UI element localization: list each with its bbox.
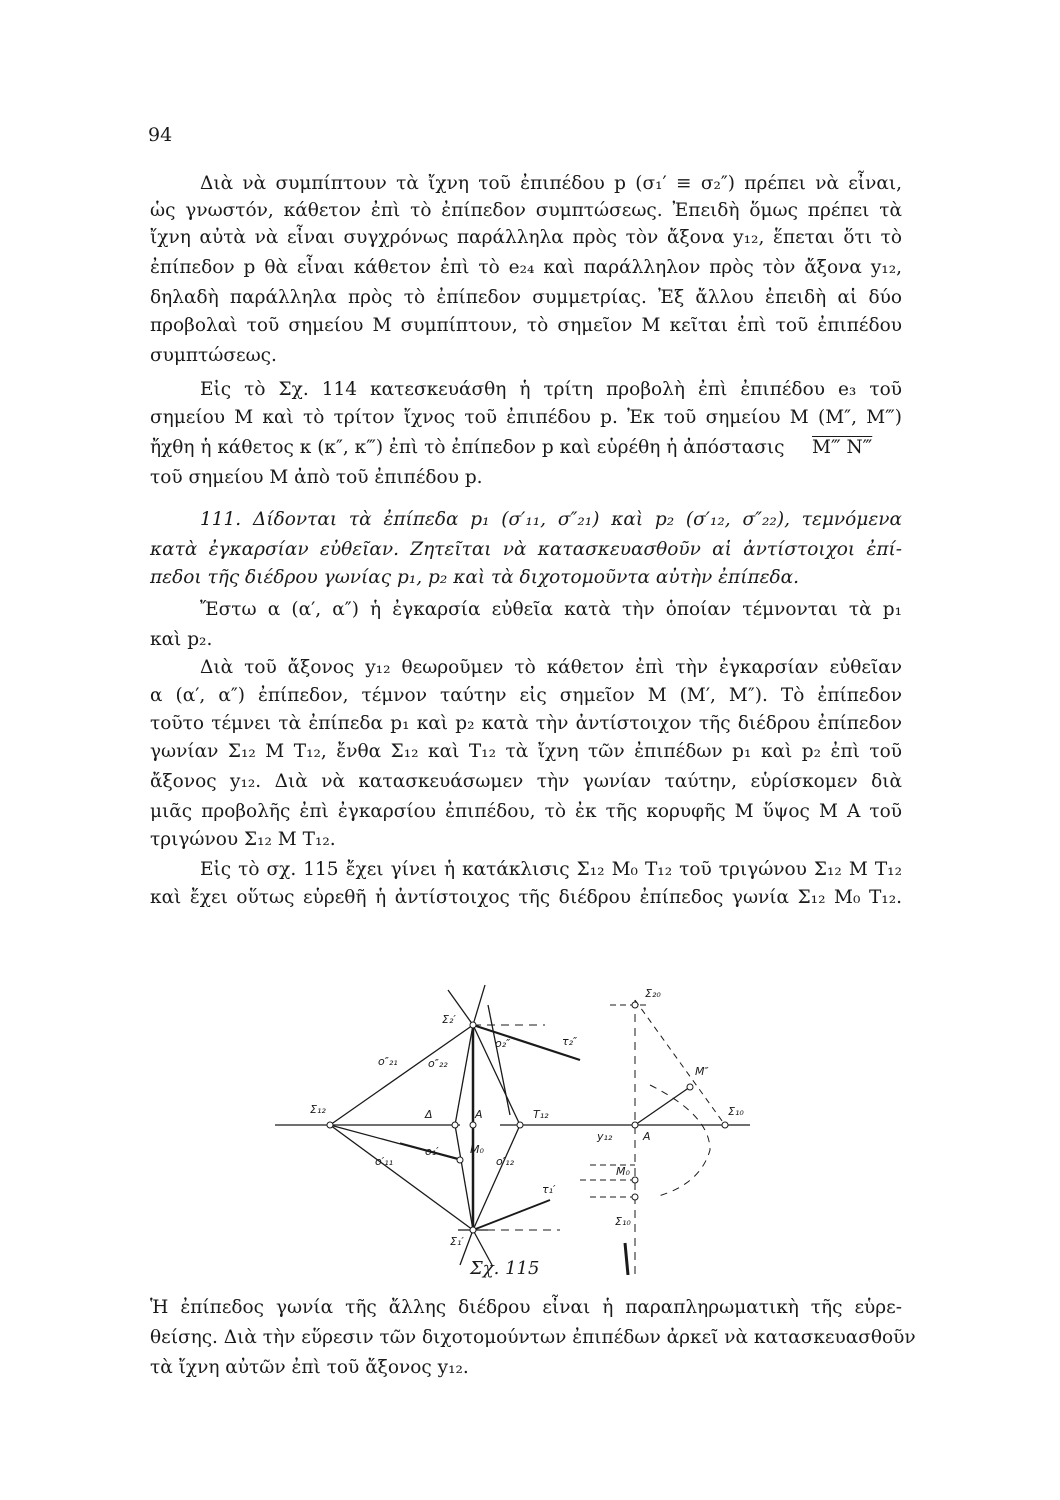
trace-line xyxy=(330,1125,473,1230)
problem-line: πεδοι τῆς διέδρου γωνίας p₁, p₂ καὶ τὰ διχοτομοῦντα αὐτὴν ἐπίπεδα. xyxy=(150,567,800,588)
text-line: Διὰ νὰ συμπίπτουν τὰ ἴχνη τοῦ ἐπιπέδου p (σ₁′ ≡ σ₂″) πρέπει νὰ εἶναι, xyxy=(200,173,902,194)
text-line: Ἔστω α (α′, α″) ἡ ἐγκαρσία εὐθεῖα κατὰ τὴν ὁποίαν τέμνονται τὰ p₁ xyxy=(200,599,902,620)
text-line: θείσης. Διὰ τὴν εὕρεσιν τῶν διχοτομούντων ἐπιπέδων ἀρκεῖ νὰ κατασκευασθοῦν xyxy=(150,1327,916,1348)
figure-caption: Σχ. 115 xyxy=(470,1258,540,1279)
fig-label: T₁₂ xyxy=(533,1108,549,1121)
point-marker xyxy=(517,1122,523,1128)
point-marker xyxy=(452,1122,458,1128)
fig-label: M″ xyxy=(695,1065,709,1078)
trace-line xyxy=(488,1005,510,1115)
text-line: μιᾶς προβολῆς ἐπὶ ἐγκαρσίου ἐπιπέδου, τὸ ἐκ τῆς κορυφῆς M ὕψος M A τοῦ xyxy=(150,801,902,822)
text-line: Ἡ ἐπίπεδος γωνία τῆς ἄλλης διέδρου εἶναι ἡ παραπληρωματικὴ τῆς εὑρε- xyxy=(150,1297,902,1318)
fig-label: Σ₂′ xyxy=(442,1013,456,1026)
fig-label: Σ₂₀ xyxy=(645,987,661,1000)
trace-line xyxy=(635,1087,690,1125)
dashed-line xyxy=(635,1000,725,1125)
fig-label: M₀ xyxy=(616,1165,630,1178)
point-marker xyxy=(457,1157,463,1163)
text-line: Διὰ τοῦ ἄξονος y₁₂ θεωροῦμεν τὸ κάθετον ἐπὶ τὴν ἐγκαρσίαν εὐθεῖαν xyxy=(200,657,902,678)
fig-label: τ₁′ xyxy=(542,1183,556,1196)
point-marker xyxy=(470,1122,476,1128)
fig-label: Σ₁₀ xyxy=(728,1105,744,1118)
text-line: Εἰς τὸ Σχ. 114 κατεσκευάσθη ἡ τρίτη προβολὴ ἐπὶ ἐπιπέδου e₃ τοῦ xyxy=(200,379,902,400)
figure-diagram xyxy=(270,975,770,1275)
trace-line xyxy=(455,1025,473,1125)
point-marker xyxy=(632,1122,638,1128)
text-line: ἐπίπεδον p θὰ εἶναι κάθετον ἐπὶ τὸ e₂₄ καὶ παράλληλον πρὸς τὸν ἄξονα y₁₂, xyxy=(150,257,902,278)
fig-label: y₁₂ xyxy=(597,1130,613,1143)
trace-line xyxy=(330,1125,460,1160)
text-line: γωνίαν Σ₁₂ M T₁₂, ἔνθα Σ₁₂ καὶ T₁₂ τὰ ἴχνη τῶν ἐπιπέδων p₁ καὶ p₂ ἐπὶ τοῦ xyxy=(150,741,902,762)
text-line: δηλαδὴ παράλληλα πρὸς τὸ ἐπίπεδον συμμετρίας. Ἐξ ἄλλου ἐπειδὴ αἱ δύο xyxy=(150,287,902,308)
page-number: 94 xyxy=(148,124,173,146)
fig-label: o₁′ xyxy=(425,1145,439,1158)
text-line: ὡς γνωστόν, κάθετον ἐπὶ τὸ ἐπίπεδον συμπτώσεως. Ἐπειδὴ ὅμως πρέπει τὰ xyxy=(150,200,902,221)
fig-label: M₀ xyxy=(470,1143,484,1156)
fig-label: Δ xyxy=(425,1108,433,1121)
problem-line: 111. Δίδονται τὰ ἐπίπεδα p₁ (σ′₁₁, σ″₂₁) καὶ p₂ (σ′₁₂, σ″₂₂), τεμνόμενα xyxy=(200,509,902,530)
fig-label: o₂″ xyxy=(495,1037,511,1050)
point-marker xyxy=(632,1177,638,1183)
point-marker xyxy=(470,1022,476,1028)
arrow-end xyxy=(625,1243,628,1275)
text-line: καὶ ἔχει οὕτως εὑρεθῆ ἡ ἀντίστοιχος τῆς διέδρου ἐπίπεδος γωνία Σ₁₂ M₀ T₁₂. xyxy=(150,887,902,908)
text-line: ἴχνη αὐτὰ νὰ εἶναι συγχρόνως παράλληλα πρὸς τὸν ἄξονα y₁₂, ἕπεται ὅτι τὸ xyxy=(150,227,902,248)
fig-label: A xyxy=(643,1130,651,1143)
text-line: συμπτώσεως. xyxy=(150,345,277,366)
fig-label: o′₁₂ xyxy=(496,1155,515,1168)
point-marker xyxy=(327,1122,333,1128)
text-line: Εἰς τὸ σχ. 115 ἔχει γίνει ἡ κατάκλισις Σ₁₂ M₀ T₁₂ τοῦ τριγώνου Σ₁₂ M T₁₂ xyxy=(200,859,902,880)
point-marker xyxy=(632,1002,638,1008)
text-line: καὶ p₂. xyxy=(150,629,213,650)
fig-label: A xyxy=(475,1108,483,1121)
fig-label: o″₂₁ xyxy=(378,1055,398,1068)
text-line: σημείου M καὶ τὸ τρίτον ἴχνος τοῦ ἐπιπέδου p. Ἐκ τοῦ σημείου M (M″, M‴) xyxy=(150,407,902,428)
text-line: τὰ ἴχνη αὐτῶν ἐπὶ τοῦ ἄξονος y₁₂. xyxy=(150,1357,469,1378)
point-marker xyxy=(722,1122,728,1128)
text-line: ἄξονος y₁₂. Διὰ νὰ κατασκευάσωμεν τὴν γωνίαν ταύτην, εὑρίσκομεν διὰ xyxy=(150,771,902,792)
text-line: ἤχθη ἡ κάθετος κ (κ″, κ‴) ἐπὶ τὸ ἐπίπεδον p καὶ εὑρέθη ἡ ἀπόστασις xyxy=(150,437,785,458)
arc-dashed xyxy=(650,1085,710,1197)
point-marker xyxy=(470,1227,476,1233)
distance-label: M‴ N‴ xyxy=(812,437,873,458)
text-line: τοῦ σημείου M ἀπὸ τοῦ ἐπιπέδου p. xyxy=(150,467,483,488)
point-marker xyxy=(687,1084,693,1090)
fig-label: Σ₁₂ xyxy=(310,1103,326,1116)
trace-line xyxy=(473,985,485,1025)
fig-label: o″₂₂ xyxy=(428,1057,448,1070)
point-marker xyxy=(632,1194,638,1200)
fig-label: o′₁₁ xyxy=(375,1155,394,1168)
text-line: προβολαὶ τοῦ σημείου M συμπίπτουν, τὸ σημεῖον M κεῖται ἐπὶ τοῦ ἐπιπέδου xyxy=(150,315,902,336)
trace-line xyxy=(455,1125,473,1230)
text-line: α (α′, α″) ἐπίπεδον, τέμνον ταύτην εἰς σημεῖον M (M′, M″). Τὸ ἐπίπεδον xyxy=(150,685,902,706)
fig-label: Σ₁′ xyxy=(450,1235,464,1248)
text-line: τοῦτο τέμνει τὰ ἐπίπεδα p₁ καὶ p₂ κατὰ τὴν ἀντίστοιχον τῆς διέδρου ἐπίπεδον xyxy=(150,713,902,734)
fig-label: τ₂″ xyxy=(562,1035,578,1048)
trace-line xyxy=(330,1025,473,1125)
fig-label: Σ₁₀ xyxy=(615,1215,631,1228)
figure-115 xyxy=(270,975,770,1275)
text-line: τριγώνου Σ₁₂ M T₁₂. xyxy=(150,829,336,850)
problem-line: κατὰ ἐγκαρσίαν εὐθεῖαν. Ζητεῖται νὰ κατασκευασθοῦν αἱ ἀντίστοιχοι ἐπί- xyxy=(150,539,902,560)
